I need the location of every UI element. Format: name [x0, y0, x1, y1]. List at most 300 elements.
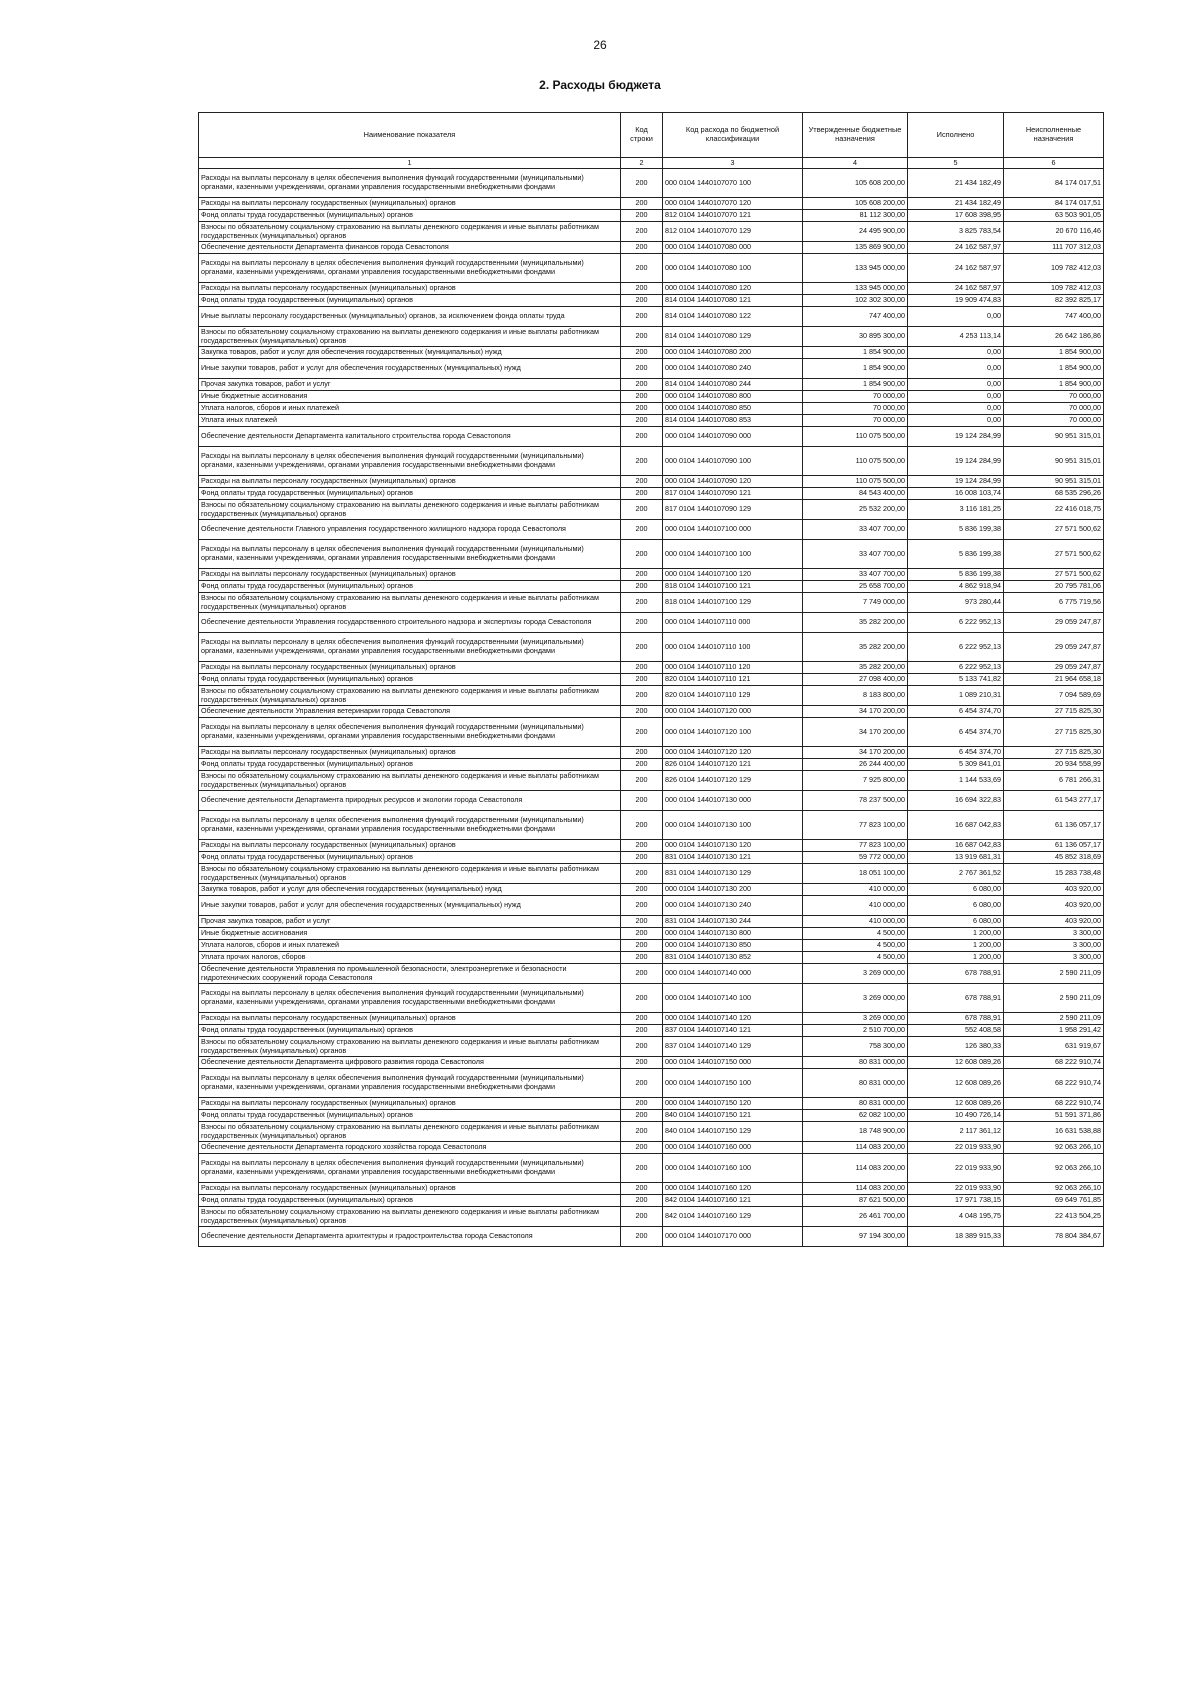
row-approved: 34 170 200,00 — [803, 706, 908, 718]
row-unexecuted: 27 715 825,30 — [1004, 706, 1104, 718]
header-unexecuted: Неисполненные назначения — [1004, 113, 1104, 158]
row-name: Обеспечение деятельности Департамента архитектуры и градостроительства города Севастополя — [199, 1227, 621, 1247]
row-approved: 410 000,00 — [803, 884, 908, 896]
table-row — [199, 347, 1104, 359]
row-executed: 0,00 — [908, 307, 1004, 327]
row-name: Обеспечение деятельности Департамента цифрового развития города Севастополя — [199, 1057, 621, 1069]
row-classification-code: 000 0104 1440107140 120 — [663, 1013, 803, 1025]
table-row — [199, 198, 1104, 210]
row-line-code: 200 — [621, 569, 663, 581]
row-line-code: 200 — [621, 791, 663, 811]
row-classification-code: 000 0104 1440107160 000 — [663, 1142, 803, 1154]
table-row — [199, 633, 1104, 662]
row-name: Расходы на выплаты персоналу в целях обеспечения выполнения функций государственными (муниципальными) органами, казенными учреждениями, органами управления государственными внебюджетными фондами — [199, 169, 621, 198]
row-line-code: 200 — [621, 254, 663, 283]
row-line-code: 200 — [621, 379, 663, 391]
table-row — [199, 500, 1104, 520]
row-classification-code: 818 0104 1440107100 121 — [663, 581, 803, 593]
row-approved: 34 170 200,00 — [803, 718, 908, 747]
row-line-code: 200 — [621, 852, 663, 864]
row-name: Взносы по обязательному социальному страхованию на выплаты денежного содержания и иные выплаты работникам государственных (муниципальных) органов — [199, 1207, 621, 1227]
row-name: Взносы по обязательному социальному страхованию на выплаты денежного содержания и иные выплаты работникам государственных (муниципальных) органов — [199, 327, 621, 347]
row-executed: 5 836 199,38 — [908, 520, 1004, 540]
row-approved: 110 075 500,00 — [803, 476, 908, 488]
header-approved: Утвержденные бюджетные назначения — [803, 113, 908, 158]
row-name: Расходы на выплаты персоналу государственных (муниципальных) органов — [199, 747, 621, 759]
row-unexecuted: 68 535 296,26 — [1004, 488, 1104, 500]
table-row — [199, 916, 1104, 928]
row-unexecuted: 68 222 910,74 — [1004, 1057, 1104, 1069]
row-name: Взносы по обязательному социальному страхованию на выплаты денежного содержания и иные выплаты работникам государственных (муниципальных) органов — [199, 771, 621, 791]
row-approved: 27 098 400,00 — [803, 674, 908, 686]
row-unexecuted: 90 951 315,01 — [1004, 447, 1104, 476]
row-executed: 19 909 474,83 — [908, 295, 1004, 307]
header-executed: Исполнено — [908, 113, 1004, 158]
row-line-code: 200 — [621, 488, 663, 500]
table-row — [199, 1154, 1104, 1183]
row-approved: 133 945 000,00 — [803, 283, 908, 295]
table-row — [199, 791, 1104, 811]
row-name: Обеспечение деятельности Управления ветеринарии города Севастополя — [199, 706, 621, 718]
row-approved: 26 461 700,00 — [803, 1207, 908, 1227]
row-name: Расходы на выплаты персоналу в целях обеспечения выполнения функций государственными (муниципальными) органами, казенными учреждениями, органами управления государственными внебюджетными фондами — [199, 984, 621, 1013]
row-approved: 18 748 900,00 — [803, 1122, 908, 1142]
row-line-code: 200 — [621, 633, 663, 662]
row-name: Расходы на выплаты персоналу государственных (муниципальных) органов — [199, 1013, 621, 1025]
row-executed: 24 162 587,97 — [908, 254, 1004, 283]
table-row — [199, 1110, 1104, 1122]
row-classification-code: 000 0104 1440107070 120 — [663, 198, 803, 210]
row-unexecuted: 84 174 017,51 — [1004, 169, 1104, 198]
row-classification-code: 000 0104 1440107110 100 — [663, 633, 803, 662]
row-unexecuted: 61 136 057,17 — [1004, 840, 1104, 852]
row-unexecuted: 84 174 017,51 — [1004, 198, 1104, 210]
row-name: Обеспечение деятельности Департамента капитального строительства города Севастополя — [199, 427, 621, 447]
row-unexecuted: 2 590 211,09 — [1004, 984, 1104, 1013]
table-row — [199, 415, 1104, 427]
row-approved: 26 244 400,00 — [803, 759, 908, 771]
row-line-code: 200 — [621, 952, 663, 964]
row-unexecuted: 68 222 910,74 — [1004, 1069, 1104, 1098]
row-unexecuted: 109 782 412,03 — [1004, 283, 1104, 295]
row-classification-code: 000 0104 1440107170 000 — [663, 1227, 803, 1247]
row-classification-code: 817 0104 1440107090 121 — [663, 488, 803, 500]
row-classification-code: 000 0104 1440107150 100 — [663, 1069, 803, 1098]
row-line-code: 200 — [621, 1069, 663, 1098]
row-executed: 0,00 — [908, 359, 1004, 379]
row-classification-code: 840 0104 1440107150 129 — [663, 1122, 803, 1142]
row-executed: 19 124 284,99 — [908, 447, 1004, 476]
row-executed: 6 080,00 — [908, 884, 1004, 896]
row-executed: 16 008 103,74 — [908, 488, 1004, 500]
row-classification-code: 831 0104 1440107130 244 — [663, 916, 803, 928]
row-executed: 1 200,00 — [908, 940, 1004, 952]
row-classification-code: 817 0104 1440107090 129 — [663, 500, 803, 520]
row-classification-code: 814 0104 1440107080 122 — [663, 307, 803, 327]
row-line-code: 200 — [621, 984, 663, 1013]
row-approved: 87 621 500,00 — [803, 1195, 908, 1207]
row-executed: 4 048 195,75 — [908, 1207, 1004, 1227]
row-approved: 33 407 700,00 — [803, 540, 908, 569]
table-row — [199, 403, 1104, 415]
row-unexecuted: 6 781 266,31 — [1004, 771, 1104, 791]
row-approved: 70 000,00 — [803, 403, 908, 415]
table-row — [199, 1025, 1104, 1037]
row-line-code: 200 — [621, 307, 663, 327]
row-classification-code: 000 0104 1440107120 100 — [663, 718, 803, 747]
row-line-code: 200 — [621, 662, 663, 674]
row-executed: 6 454 374,70 — [908, 718, 1004, 747]
row-executed: 678 788,91 — [908, 964, 1004, 984]
row-name: Взносы по обязательному социальному страхованию на выплаты денежного содержания и иные выплаты работникам государственных (муниципальных) органов — [199, 1122, 621, 1142]
row-name: Иные бюджетные ассигнования — [199, 391, 621, 403]
row-line-code: 200 — [621, 1057, 663, 1069]
table-row — [199, 242, 1104, 254]
header-line-code: Код строки — [621, 113, 663, 158]
row-name: Уплата прочих налогов, сборов — [199, 952, 621, 964]
row-unexecuted: 21 964 658,18 — [1004, 674, 1104, 686]
row-line-code: 200 — [621, 1207, 663, 1227]
row-name: Расходы на выплаты персоналу государственных (муниципальных) органов — [199, 476, 621, 488]
row-classification-code: 000 0104 1440107080 120 — [663, 283, 803, 295]
row-name: Фонд оплаты труда государственных (муниципальных) органов — [199, 581, 621, 593]
row-unexecuted: 16 631 538,88 — [1004, 1122, 1104, 1142]
row-executed: 552 408,58 — [908, 1025, 1004, 1037]
row-name: Расходы на выплаты персоналу в целях обеспечения выполнения функций государственными (муниципальными) органами, казенными учреждениями, органами управления государственными внебюджетными фондами — [199, 540, 621, 569]
row-classification-code: 000 0104 1440107130 240 — [663, 896, 803, 916]
row-classification-code: 000 0104 1440107100 000 — [663, 520, 803, 540]
row-unexecuted: 27 571 500,62 — [1004, 569, 1104, 581]
row-approved: 35 282 200,00 — [803, 662, 908, 674]
row-classification-code: 000 0104 1440107090 000 — [663, 427, 803, 447]
row-unexecuted: 403 920,00 — [1004, 884, 1104, 896]
table-row — [199, 327, 1104, 347]
row-classification-code: 842 0104 1440107160 121 — [663, 1195, 803, 1207]
row-executed: 22 019 933,90 — [908, 1183, 1004, 1195]
row-approved: 4 500,00 — [803, 928, 908, 940]
row-unexecuted: 631 919,67 — [1004, 1037, 1104, 1057]
row-approved: 33 407 700,00 — [803, 569, 908, 581]
row-unexecuted: 22 413 504,25 — [1004, 1207, 1104, 1227]
table-row — [199, 984, 1104, 1013]
row-name: Прочая закупка товаров, работ и услуг — [199, 379, 621, 391]
table-row — [199, 391, 1104, 403]
section-title: 2. Расходы бюджета — [539, 78, 661, 92]
row-name: Расходы на выплаты персоналу в целях обеспечения выполнения функций государственными (муниципальными) органами, казенными учреждениями, органами управления государственными внебюджетными фондами — [199, 718, 621, 747]
row-name: Расходы на выплаты персоналу в целях обеспечения выполнения функций государственными (муниципальными) органами, казенными учреждениями, органами управления государственными внебюджетными фондами — [199, 811, 621, 840]
row-executed: 1 200,00 — [908, 952, 1004, 964]
row-name: Расходы на выплаты персоналу государственных (муниципальных) органов — [199, 198, 621, 210]
table-row — [199, 928, 1104, 940]
row-line-code: 200 — [621, 210, 663, 222]
row-name: Фонд оплаты труда государственных (муниципальных) органов — [199, 759, 621, 771]
row-approved: 33 407 700,00 — [803, 520, 908, 540]
table-row — [199, 1122, 1104, 1142]
row-executed: 678 788,91 — [908, 1013, 1004, 1025]
row-approved: 1 854 900,00 — [803, 359, 908, 379]
row-approved: 70 000,00 — [803, 391, 908, 403]
table-row — [199, 952, 1104, 964]
row-name: Взносы по обязательному социальному страхованию на выплаты денежного содержания и иные выплаты работникам государственных (муниципальных) органов — [199, 500, 621, 520]
row-classification-code: 000 0104 1440107090 100 — [663, 447, 803, 476]
table-row — [199, 940, 1104, 952]
row-line-code: 200 — [621, 896, 663, 916]
row-approved: 110 075 500,00 — [803, 427, 908, 447]
row-approved: 25 658 700,00 — [803, 581, 908, 593]
row-line-code: 200 — [621, 242, 663, 254]
table-row — [199, 427, 1104, 447]
row-unexecuted: 1 854 900,00 — [1004, 347, 1104, 359]
row-approved: 410 000,00 — [803, 916, 908, 928]
column-number: 2 — [621, 158, 663, 169]
row-line-code: 200 — [621, 359, 663, 379]
table-row — [199, 747, 1104, 759]
row-classification-code: 826 0104 1440107120 129 — [663, 771, 803, 791]
row-name: Обеспечение деятельности Управления государственного строительного надзора и экспертизы города Севастополя — [199, 613, 621, 633]
row-executed: 0,00 — [908, 391, 1004, 403]
column-number: 6 — [1004, 158, 1104, 169]
row-executed: 6 080,00 — [908, 916, 1004, 928]
column-number: 5 — [908, 158, 1004, 169]
row-name: Уплата иных платежей — [199, 415, 621, 427]
table-row — [199, 1227, 1104, 1247]
row-line-code: 200 — [621, 476, 663, 488]
row-name: Расходы на выплаты персоналу государственных (муниципальных) органов — [199, 283, 621, 295]
row-line-code: 200 — [621, 295, 663, 307]
row-approved: 114 083 200,00 — [803, 1154, 908, 1183]
table-row — [199, 210, 1104, 222]
row-line-code: 200 — [621, 222, 663, 242]
row-approved: 34 170 200,00 — [803, 747, 908, 759]
row-line-code: 200 — [621, 520, 663, 540]
table-row — [199, 1183, 1104, 1195]
row-executed: 17 971 738,15 — [908, 1195, 1004, 1207]
row-approved: 4 500,00 — [803, 940, 908, 952]
table-row — [199, 884, 1104, 896]
row-executed: 1 200,00 — [908, 928, 1004, 940]
table-body — [199, 169, 1104, 1247]
row-name: Взносы по обязательному социальному страхованию на выплаты денежного содержания и иные выплаты работникам государственных (муниципальных) органов — [199, 593, 621, 613]
table-row — [199, 476, 1104, 488]
row-approved: 81 112 300,00 — [803, 210, 908, 222]
row-name: Расходы на выплаты персоналу в целях обеспечения выполнения функций государственными (муниципальными) органами, казенными учреждениями, органами управления государственными внебюджетными фондами — [199, 447, 621, 476]
row-executed: 6 222 952,13 — [908, 662, 1004, 674]
row-name: Расходы на выплаты персоналу в целях обеспечения выполнения функций государственными (муниципальными) органами, казенными учреждениями, органами управления государственными внебюджетными фондами — [199, 254, 621, 283]
row-line-code: 200 — [621, 686, 663, 706]
row-line-code: 200 — [621, 1183, 663, 1195]
row-name: Фонд оплаты труда государственных (муниципальных) органов — [199, 852, 621, 864]
row-name: Взносы по обязательному социальному страхованию на выплаты денежного содержания и иные выплаты работникам государственных (муниципальных) органов — [199, 222, 621, 242]
row-approved: 18 051 100,00 — [803, 864, 908, 884]
row-classification-code: 814 0104 1440107080 853 — [663, 415, 803, 427]
row-approved: 84 543 400,00 — [803, 488, 908, 500]
column-number: 3 — [663, 158, 803, 169]
row-classification-code: 000 0104 1440107130 200 — [663, 884, 803, 896]
row-executed: 6 222 952,13 — [908, 613, 1004, 633]
row-unexecuted: 27 571 500,62 — [1004, 540, 1104, 569]
row-unexecuted: 403 920,00 — [1004, 896, 1104, 916]
row-executed: 3 825 783,54 — [908, 222, 1004, 242]
row-line-code: 200 — [621, 747, 663, 759]
table-row — [199, 759, 1104, 771]
table-row — [199, 1195, 1104, 1207]
row-classification-code: 820 0104 1440107110 129 — [663, 686, 803, 706]
row-classification-code: 000 0104 1440107130 000 — [663, 791, 803, 811]
table-row — [199, 379, 1104, 391]
row-line-code: 200 — [621, 1122, 663, 1142]
row-unexecuted: 403 920,00 — [1004, 916, 1104, 928]
row-approved: 7 749 000,00 — [803, 593, 908, 613]
row-name: Расходы на выплаты персоналу в целях обеспечения выполнения функций государственными (муниципальными) органами, казенными учреждениями, органами управления государственными внебюджетными фондами — [199, 1069, 621, 1098]
row-name: Уплата налогов, сборов и иных платежей — [199, 403, 621, 415]
row-classification-code: 812 0104 1440107070 129 — [663, 222, 803, 242]
row-approved: 135 869 900,00 — [803, 242, 908, 254]
table-row — [199, 295, 1104, 307]
table-row — [199, 1057, 1104, 1069]
row-name: Фонд оплаты труда государственных (муниципальных) органов — [199, 1025, 621, 1037]
row-executed: 12 608 089,26 — [908, 1098, 1004, 1110]
row-approved: 78 237 500,00 — [803, 791, 908, 811]
row-unexecuted: 15 283 738,48 — [1004, 864, 1104, 884]
row-approved: 410 000,00 — [803, 896, 908, 916]
row-name: Закупка товаров, работ и услуг для обеспечения государственных (муниципальных) нужд — [199, 347, 621, 359]
row-name: Обеспечение деятельности Управления по промышленной безопасности, электроэнергетике и безопасности гидротехнических сооружений города Севастополя — [199, 964, 621, 984]
table-row — [199, 840, 1104, 852]
row-classification-code: 000 0104 1440107130 800 — [663, 928, 803, 940]
row-executed: 0,00 — [908, 403, 1004, 415]
row-line-code: 200 — [621, 391, 663, 403]
row-line-code: 200 — [621, 169, 663, 198]
row-classification-code: 831 0104 1440107130 129 — [663, 864, 803, 884]
row-line-code: 200 — [621, 916, 663, 928]
row-classification-code: 814 0104 1440107080 244 — [663, 379, 803, 391]
column-number-row — [199, 158, 1104, 169]
row-name: Обеспечение деятельности Департамента финансов города Севастополя — [199, 242, 621, 254]
row-executed: 0,00 — [908, 379, 1004, 391]
table-row — [199, 1069, 1104, 1098]
row-classification-code: 000 0104 1440107100 100 — [663, 540, 803, 569]
row-unexecuted: 92 063 266,10 — [1004, 1154, 1104, 1183]
row-unexecuted: 29 059 247,87 — [1004, 613, 1104, 633]
row-approved: 110 075 500,00 — [803, 447, 908, 476]
row-classification-code: 831 0104 1440107130 121 — [663, 852, 803, 864]
row-name: Взносы по обязательному социальному страхованию на выплаты денежного содержания и иные выплаты работникам государственных (муниципальных) органов — [199, 1037, 621, 1057]
column-number: 1 — [199, 158, 621, 169]
row-line-code: 200 — [621, 674, 663, 686]
row-line-code: 200 — [621, 327, 663, 347]
row-classification-code: 000 0104 1440107070 100 — [663, 169, 803, 198]
row-line-code: 200 — [621, 283, 663, 295]
table-row — [199, 1098, 1104, 1110]
row-classification-code: 814 0104 1440107080 129 — [663, 327, 803, 347]
row-unexecuted: 109 782 412,03 — [1004, 254, 1104, 283]
table-row — [199, 1013, 1104, 1025]
table-row — [199, 706, 1104, 718]
row-classification-code: 000 0104 1440107160 100 — [663, 1154, 803, 1183]
row-unexecuted: 45 852 318,69 — [1004, 852, 1104, 864]
row-classification-code: 000 0104 1440107110 000 — [663, 613, 803, 633]
row-name: Уплата налогов, сборов и иных платежей — [199, 940, 621, 952]
table-row — [199, 169, 1104, 198]
row-executed: 6 454 374,70 — [908, 706, 1004, 718]
row-classification-code: 000 0104 1440107090 120 — [663, 476, 803, 488]
table-header-row — [199, 113, 1104, 158]
row-name: Взносы по обязательному социальному страхованию на выплаты денежного содержания и иные выплаты работникам государственных (муниципальных) органов — [199, 686, 621, 706]
row-line-code: 200 — [621, 940, 663, 952]
row-unexecuted: 1 854 900,00 — [1004, 359, 1104, 379]
row-line-code: 200 — [621, 1098, 663, 1110]
row-classification-code: 000 0104 1440107080 850 — [663, 403, 803, 415]
row-classification-code: 840 0104 1440107150 121 — [663, 1110, 803, 1122]
row-approved: 77 823 100,00 — [803, 840, 908, 852]
row-classification-code: 000 0104 1440107150 000 — [663, 1057, 803, 1069]
row-unexecuted: 61 543 277,17 — [1004, 791, 1104, 811]
row-approved: 25 532 200,00 — [803, 500, 908, 520]
row-unexecuted: 26 642 186,86 — [1004, 327, 1104, 347]
row-approved: 1 854 900,00 — [803, 379, 908, 391]
row-unexecuted: 29 059 247,87 — [1004, 662, 1104, 674]
row-executed: 4 862 918,94 — [908, 581, 1004, 593]
row-approved: 80 831 000,00 — [803, 1069, 908, 1098]
row-line-code: 200 — [621, 1195, 663, 1207]
row-classification-code: 000 0104 1440107080 000 — [663, 242, 803, 254]
row-approved: 105 608 200,00 — [803, 169, 908, 198]
row-executed: 19 124 284,99 — [908, 476, 1004, 488]
row-line-code: 200 — [621, 415, 663, 427]
row-unexecuted: 3 300,00 — [1004, 940, 1104, 952]
row-executed: 21 434 182,49 — [908, 169, 1004, 198]
row-classification-code: 000 0104 1440107150 120 — [663, 1098, 803, 1110]
row-executed: 12 608 089,26 — [908, 1057, 1004, 1069]
row-approved: 24 495 900,00 — [803, 222, 908, 242]
row-classification-code: 826 0104 1440107120 121 — [663, 759, 803, 771]
row-line-code: 200 — [621, 198, 663, 210]
row-line-code: 200 — [621, 581, 663, 593]
row-executed: 17 608 398,95 — [908, 210, 1004, 222]
row-line-code: 200 — [621, 1154, 663, 1183]
row-classification-code: 831 0104 1440107130 852 — [663, 952, 803, 964]
row-unexecuted: 82 392 825,17 — [1004, 295, 1104, 307]
row-line-code: 200 — [621, 928, 663, 940]
row-approved: 105 608 200,00 — [803, 198, 908, 210]
row-executed: 24 162 587,97 — [908, 242, 1004, 254]
row-unexecuted: 1 854 900,00 — [1004, 379, 1104, 391]
table-row — [199, 1142, 1104, 1154]
row-classification-code: 837 0104 1440107140 129 — [663, 1037, 803, 1057]
row-executed: 6 080,00 — [908, 896, 1004, 916]
row-name: Расходы на выплаты персоналу государственных (муниципальных) органов — [199, 662, 621, 674]
row-classification-code: 000 0104 1440107140 000 — [663, 964, 803, 984]
row-name: Взносы по обязательному социальному страхованию на выплаты денежного содержания и иные выплаты работникам государственных (муниципальных) органов — [199, 864, 621, 884]
table-row — [199, 964, 1104, 984]
row-unexecuted: 63 503 901,05 — [1004, 210, 1104, 222]
row-name: Фонд оплаты труда государственных (муниципальных) органов — [199, 488, 621, 500]
row-unexecuted: 27 715 825,30 — [1004, 747, 1104, 759]
row-name: Обеспечение деятельности Департамента природных ресурсов и экологии города Севастополя — [199, 791, 621, 811]
row-unexecuted: 6 775 719,56 — [1004, 593, 1104, 613]
row-unexecuted: 68 222 910,74 — [1004, 1098, 1104, 1110]
row-approved: 4 500,00 — [803, 952, 908, 964]
row-classification-code: 820 0104 1440107110 121 — [663, 674, 803, 686]
row-line-code: 200 — [621, 1013, 663, 1025]
row-unexecuted: 92 063 266,10 — [1004, 1183, 1104, 1195]
row-name: Расходы на выплаты персоналу государственных (муниципальных) органов — [199, 1098, 621, 1110]
table-row — [199, 520, 1104, 540]
row-executed: 0,00 — [908, 415, 1004, 427]
row-executed: 6 454 374,70 — [908, 747, 1004, 759]
row-name: Фонд оплаты труда государственных (муниципальных) органов — [199, 1110, 621, 1122]
row-unexecuted: 22 416 018,75 — [1004, 500, 1104, 520]
